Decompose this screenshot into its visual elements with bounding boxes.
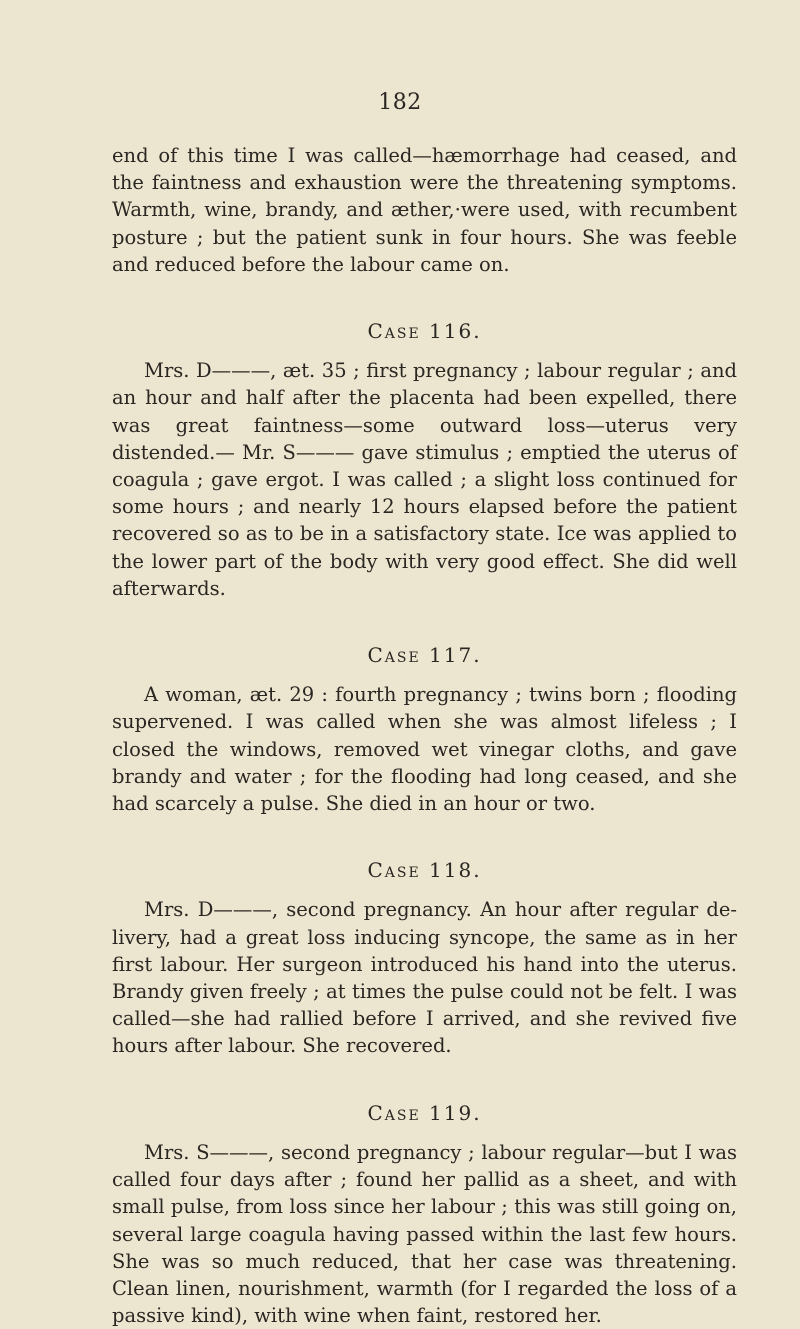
case-paragraph-118: Mrs. D———, second pregnancy. An hour after regular de- livery, had a great loss inducing syncope, the same as in her first labour. Her surgeon introduced his hand into the uterus. Brandy given freely ; at times the pulse could not be felt. I was called—she had rallied before I arrived, and she revived five hours after labour. She recovered.: [112, 898, 737, 1058]
case-paragraph-119: Mrs. S———, second pregnancy ; labour regular—but I was called four days after ; found her pallid as a sheet, and with small pulse, from loss since her labour ; this was still going on, several large coagula having passed within the last few hours. She was so much reduced, that her case was threatening. Clean linen, nourishment, warmth (for I regarded the loss of a passive kind), with wine when faint, restored her.: [112, 1140, 737, 1328]
case-heading-118: Case 118.: [367, 858, 482, 883]
page-number: 182: [378, 90, 422, 115]
case-heading-117: Case 117.: [367, 643, 482, 668]
case-heading-116: Case 116.: [367, 319, 482, 344]
case-paragraph-117: A woman, æt. 29 : fourth pregnancy ; twins born ; flooding supervened. I was called when she was almost lifeless ; I closed the windows, removed wet vinegar cloths, and gave brandy and water ; for the flooding had long ceased, and she had scarcely a pulse. She died in an hour or two.: [112, 683, 737, 816]
case-paragraph-116: Mrs. D———, æt. 35 ; first pregnancy ; labour regular ; and an hour and half after the placenta had been expelled, there was great faintness—some outward loss—uterus very distended.— Mr. S——— gave stimulus ; emptied the uterus of coagula ; gave ergot. I was called ; a slight loss continued for some hours ; and nearly 12 hours elapsed before the patient recovered so as to be in a satisfactory state. Ice was applied to the lower part of the body with very good effect. She did well afterwards.: [112, 359, 737, 600]
body-text: [112, 142, 737, 1329]
case-heading-119: Case 119.: [367, 1100, 482, 1125]
opening-paragraph: end of this time I was called—hæmorrhage had ceased, and the faintness and exhaustion were the threatening symptoms. Warmth, wine, brandy, and æther,·were used, with recumbent posture ; but the patient sunk in four hours. She was feeble and reduced before the labour came on.: [112, 144, 737, 276]
